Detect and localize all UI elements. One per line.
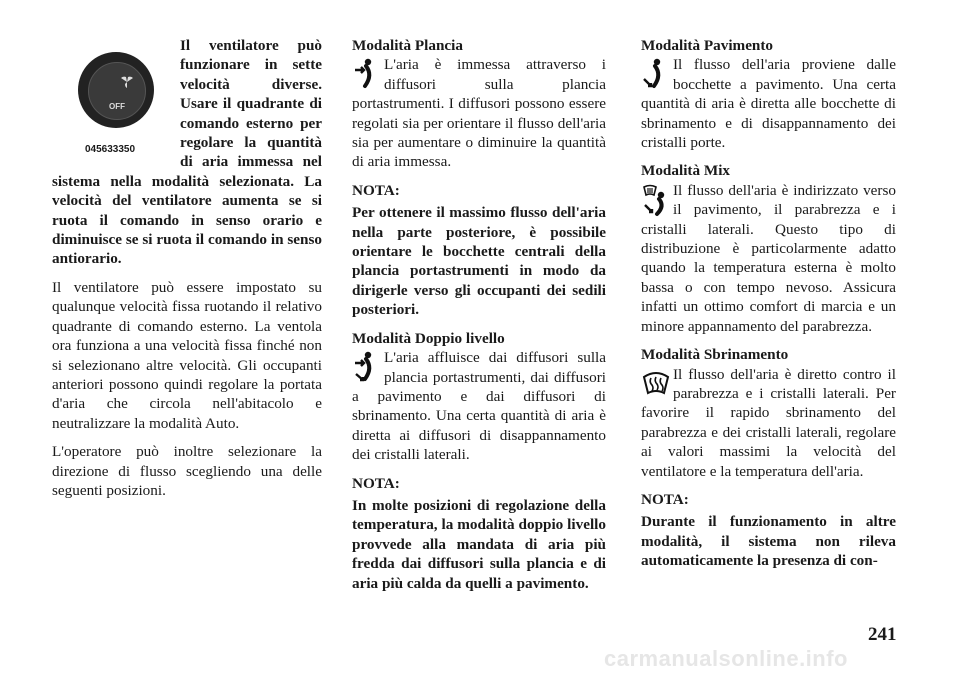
column-2 <box>352 36 606 602</box>
defrost-mode-icon <box>641 367 671 403</box>
bilevel-mode-heading: Modalità Doppio livello <box>352 329 505 347</box>
mix-mode-icon <box>641 183 671 219</box>
panel-mode-icon <box>352 57 382 93</box>
fan-icon <box>118 75 136 89</box>
floor-mode-icon <box>641 57 671 93</box>
bilevel-temperature-note: In molte posizioni di regolazione della temperatura, la modalità doppio livello provvede alla mandata di aria più fredda dai diffusori sulla plancia e di aria più calda da quelli a pavimento. <box>352 496 606 592</box>
page-number: 241 <box>868 624 897 645</box>
mix-mode-text: Il flusso dell'aria è indirizzato verso il pavimento, il parabrezza e i cristalli laterali. Questo tipo di distribuzione è particolarmente adatto quando la temperatura esterna è molto bassa o con tempo nevoso. Assicura infatti un ottimo comfort di marcia e un minore appannamento del parabrezza. <box>641 181 896 335</box>
blower-speed-paragraph: Il ventilatore può funzionare in sette velocità diverse. Usare il quadrante di comando esterno per regolare la quantità di aria immessa nel sistema nella modalità selezionata. La velocità del ventilatore aumenta se si ruota il comando in senso orario e diminuisce se si ruota il comando in senso antiorario. <box>52 37 322 268</box>
bilevel-mode-icon <box>352 350 382 386</box>
note-label: NOTA: <box>641 490 689 508</box>
figure-code: 045633350 <box>85 144 136 155</box>
defrost-mode-heading: Modalità Sbrinamento <box>641 346 789 364</box>
defrost-mode-text: Il flusso dell'aria è diretto contro il parabrezza e i cristalli laterali. Per favorire il rapido sbrinamento del parabrezza e dei cristalli laterali, regolare ai valori massimi la velocità del ventilatore e la temperatura dell'aria. <box>641 365 896 480</box>
note-label: NOTA: <box>352 181 400 199</box>
note-label: NOTA: <box>352 474 400 492</box>
knob-off-label: OFF <box>109 102 125 111</box>
rear-airflow-note: Per ottenere il massimo flusso dell'aria nella parte posteriore, è possibile orientare le bocchette centrali della plancia portastrumenti in modo da dirigerle verso gli occupanti dei sedili posteriori. <box>352 204 606 319</box>
watermark: carmanualsonline.info <box>604 646 848 671</box>
column-1 <box>52 36 322 509</box>
panel-mode-heading: Modalità Plancia <box>352 37 463 54</box>
floor-mode-heading: Modalità Pavimento <box>641 37 774 54</box>
floor-mode-text: Il flusso dell'aria proviene dalle bocchette a pavimento. Una certa quantità di aria è diretta alle bocchette di sbrinamento e di disappannamento dei cristalli porte. <box>641 56 896 152</box>
mix-mode-heading: Modalità Mix <box>641 162 731 180</box>
flow-direction-paragraph: L'operatore può inoltre selezionare la direzione di flusso scegliendo una delle seguenti posizioni. <box>52 443 322 499</box>
bilevel-mode-text: L'aria affluisce dai diffusori sulla plancia portastrumenti, dai diffusori a pavimento e dai diffusori di sbrinamento. Una certa quantità di aria è diretta ai diffusori di disappannamento dei cristalli laterali. <box>352 349 606 464</box>
blower-knob-figure <box>52 36 176 154</box>
other-modes-note: Durante il funzionamento in altre modalità, il sistema non rileva automaticamente la presenza di con- <box>641 513 896 570</box>
blower-knob <box>78 52 154 128</box>
fixed-speed-paragraph: Il ventilatore può essere impostato su qualunque velocità fissa ruotando il relativo quadrante di comando esterno. La ventola ora funziona a una velocità fissa finché non si selezionano altre velocità. Gli occupanti anteriori possono quindi regolare la portata d'aria che circola nell'abitacolo e neutralizzare la modalità Auto. <box>52 278 322 432</box>
panel-mode-text: L'aria è immessa attraverso i diffusori sulla plancia portastrumenti. I diffusori possono essere regolati sia per orientare il flusso dell'aria sia per aumentare o diminuire la quantità di aria immessa. <box>352 56 606 171</box>
column-3 <box>641 36 896 580</box>
